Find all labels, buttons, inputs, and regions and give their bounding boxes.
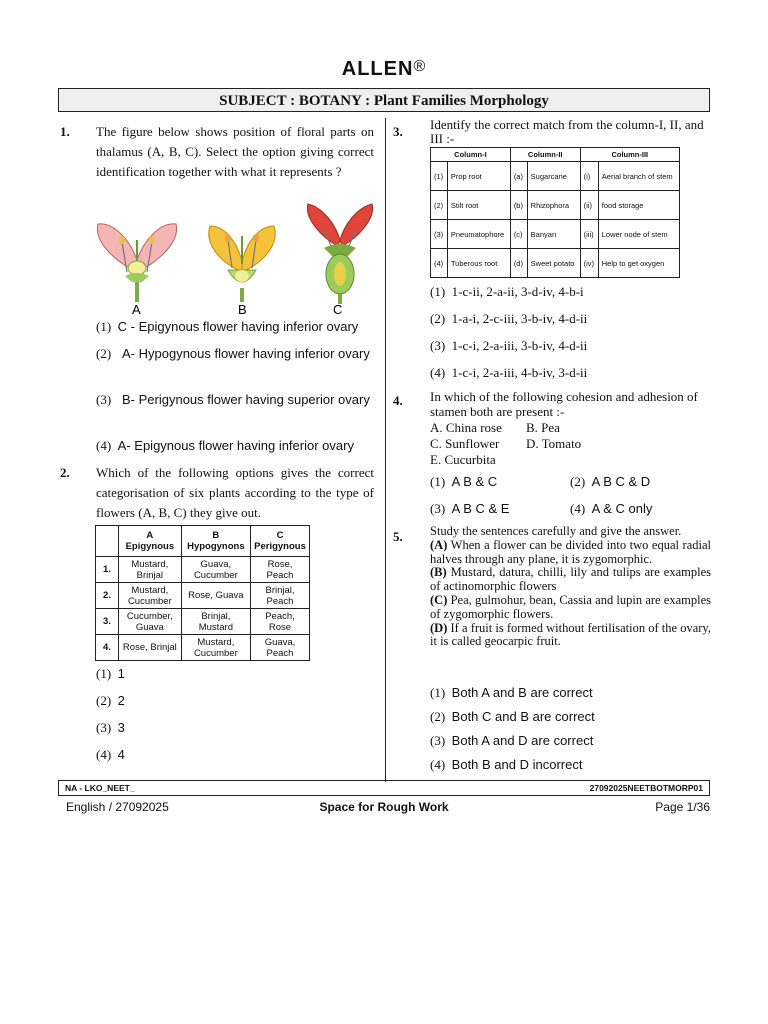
brand-logo: ALLEN® (341, 58, 427, 80)
q2-option-1[interactable]: (1) 1 (96, 666, 125, 681)
q4-number: 4. (393, 393, 403, 408)
q4-option-4[interactable]: (4) A & C only (570, 501, 653, 516)
q3-match-table: Column-I Column-II Column-III (1) Prop root (a) Sugarcane (i) Aerial branch of stem (2) Stilt root (b) Rhizophora (ii) food storage (3) Pneumatophore (c) Banyan (iii) Lower node of stem (4) Tuberous root (d) Sweet potato (iv) Help to get oxygen (430, 147, 680, 278)
q4-option-2[interactable]: (2) A B C & D (570, 474, 651, 489)
q3-option-4[interactable]: (4) 1-c-i, 2-a-iii, 4-b-iv, 3-d-ii (430, 365, 588, 380)
q5-statement-c: (C) Pea, gulmohur, bean, Cassia and lupin are examples of zygomorphic flowers. (430, 592, 711, 621)
q5-statement-a: (A) When a flower can be divided into two equal radial halves through any plane, it is zygomorphic. (430, 537, 711, 566)
q2-option-4[interactable]: (4) 4 (96, 747, 125, 762)
q2-header-c: C Perigynous (251, 526, 310, 557)
subject-banner: SUBJECT : BOTANY : Plant Families Morphology (58, 88, 710, 112)
q1-text: The figure below shows position of floral parts on thalamus (A, B, C). Select the option giving correct identification together with what it represents ? (96, 124, 374, 179)
figure-label-c: C (333, 302, 343, 317)
q5-statement-d: (D) If a fruit is formed without fertilisation of the ovary, it is called geocarpic fruit. (430, 620, 711, 649)
q2-option-3[interactable]: (3) 3 (96, 720, 125, 735)
q1-number: 1. (60, 124, 70, 139)
table-row: (3) Pneumatophore (c) Banyan (iii) Lower node of stem (431, 220, 680, 249)
q4-item-e: E. Cucurbita (430, 452, 496, 467)
q1-option-1[interactable]: (1) C - Epigynous flower having inferior ovary (96, 319, 359, 334)
q3-text: Identify the correct match from the column-I, II, and III :- (430, 117, 704, 146)
q2-header-b: B Hypogynons (181, 526, 250, 557)
q4-item-b: B. Pea (526, 420, 560, 435)
q5-option-2[interactable]: (2) Both C and B are correct (430, 709, 595, 724)
q4-item-a: A. China rose (430, 420, 502, 435)
figure-label-a: A (132, 302, 141, 317)
q5-intro: Study the sentences carefully and give the answer. (430, 524, 682, 538)
table-row: 1. Mustard, Brinjal Guava, Cucumber Rose, Peach (96, 557, 310, 583)
flower-b-illustration (209, 226, 276, 302)
q4-text: In which of the following cohesion and adhesion of stamen both are present :- (430, 389, 698, 419)
table-row: 2. Mustard, Cucumber Rose, Guava Brinjal, Peach (96, 583, 310, 609)
q2-text: Which of the following options gives the correct categorisation of six plants according to the type of flowers (A, B, C) they give out. (96, 465, 374, 520)
q5-option-4[interactable]: (4) Both B and D incorrect (430, 757, 583, 772)
q3-option-2[interactable]: (2) 1-a-i, 2-c-iii, 3-b-iv, 4-d-ii (430, 311, 588, 326)
figure-label-b: B (238, 302, 247, 317)
table-row: (2) Stilt root (b) Rhizophora (ii) food storage (431, 191, 680, 220)
flower-a-illustration (97, 224, 176, 302)
floral-positions-figure (92, 200, 382, 318)
code-right: 27092025NEETBOTMORP01 (589, 783, 703, 793)
q5-option-3[interactable]: (3) Both A and D are correct (430, 733, 594, 748)
q1-option-2[interactable]: (2) (96, 346, 112, 361)
footer-page-number: Page 1/36 (655, 800, 710, 814)
q2-number: 2. (60, 465, 70, 480)
table-row: (4) Tuberous root (d) Sweet potato (iv) Help to get oxygen (431, 249, 680, 278)
q4-option-3[interactable]: (3) A B C & E (430, 501, 510, 516)
q2-option-2[interactable]: (2) 2 (96, 693, 125, 708)
q1-option-4[interactable]: (4) A- Epigynous flower having inferior ovary (96, 438, 354, 453)
q5-number: 5. (393, 529, 403, 544)
paper-code-bar (58, 780, 710, 796)
q5-statement-b: (B) Mustard, datura, chilli, lily and tulips are examples of actinomorphic flowers (430, 565, 711, 594)
table-row: 3. Cucumber, Guava Brinjal, Mustard Peach, Rose (96, 609, 310, 635)
q5-body (430, 525, 711, 649)
q2-plant-table (95, 525, 310, 661)
q3-option-3[interactable]: (3) 1-c-i, 2-a-iii, 3-b-iv, 4-d-ii (430, 338, 588, 353)
column-divider (385, 118, 386, 782)
q1-option-2-text: A- Hypogynous flower having inferior ovary (122, 346, 370, 361)
q1-option-3-text: B- Perigynous flower having superior ovary (122, 392, 370, 407)
q3-option-1[interactable]: (1) 1-c-ii, 2-a-ii, 3-d-iv, 4-b-i (430, 284, 584, 299)
q4-item-d: D. Tomato (526, 436, 582, 451)
q2-header-a: A Epigynous (119, 526, 182, 557)
q4-item-c: C. Sunflower (430, 436, 500, 451)
q4-option-1[interactable]: (1) A B & C (430, 474, 498, 489)
table-row: 4. Rose, Brinjal Mustard, Cucumber Guava, Peach (96, 635, 310, 661)
footer-language: English / 27092025 (66, 800, 169, 814)
q1-option-3[interactable]: (3) (96, 392, 112, 407)
q3-number: 3. (393, 124, 403, 139)
q5-option-1[interactable]: (1) Both A and B are correct (430, 685, 593, 700)
footer-rough-work: Space for Rough Work (319, 800, 449, 814)
code-left: NA - LKO_NEET_ (65, 783, 135, 793)
flower-c-illustration (307, 204, 372, 304)
table-row: (1) Prop root (a) Sugarcane (i) Aerial branch of stem (431, 162, 680, 191)
